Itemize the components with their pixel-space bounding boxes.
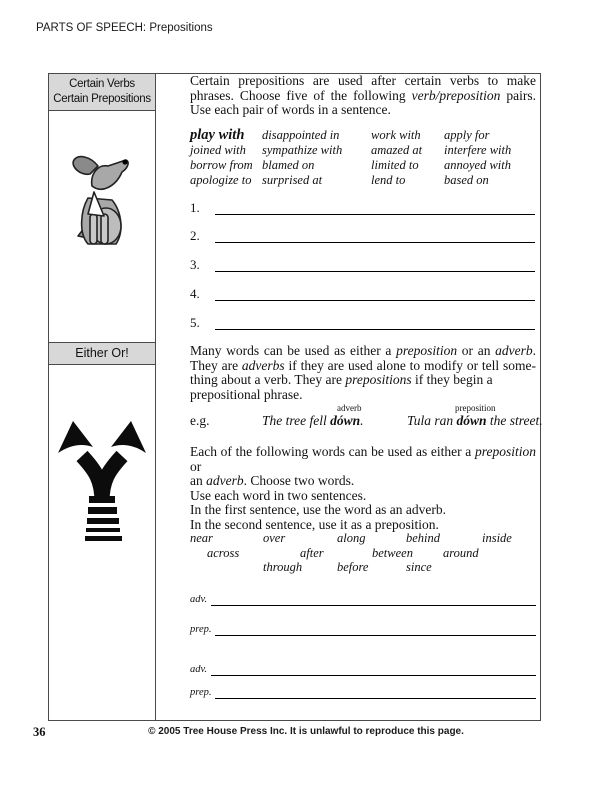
word-choice: after bbox=[300, 546, 324, 560]
section2-label: Either Or! bbox=[75, 346, 129, 360]
text-line: Many words can be used as either a preposition or an adverb. bbox=[190, 343, 536, 358]
example-prefix: e.g. bbox=[190, 413, 210, 428]
writing-line[interactable] bbox=[215, 227, 535, 243]
blank-number: 5. bbox=[190, 315, 200, 330]
word-choice: since bbox=[406, 560, 432, 574]
writing-line[interactable] bbox=[215, 199, 535, 215]
pair-item: lend to bbox=[371, 173, 406, 187]
numbered-blank-row bbox=[190, 285, 536, 302]
word-choice: between bbox=[372, 546, 413, 560]
pair-item: based on bbox=[444, 173, 489, 187]
page-number: 36 bbox=[33, 725, 46, 739]
answer-row bbox=[190, 685, 536, 699]
blank-number: 3. bbox=[190, 257, 200, 272]
blank-number: 2. bbox=[190, 228, 200, 243]
pairs-column-3 bbox=[371, 128, 422, 188]
adverb-label: adverb bbox=[337, 403, 362, 413]
answer-row bbox=[190, 622, 536, 636]
example-sentence-2: Tula ran dówn the street. bbox=[407, 413, 543, 428]
text-line: In the second sentence, use it as a preposition. bbox=[190, 516, 439, 532]
text-line: They are adverbs if they are used alone to modify or tell some- bbox=[190, 357, 536, 373]
text-line: Use each pair of words in a sentence. bbox=[190, 102, 391, 118]
section1-label-line1: Certain Verbs bbox=[69, 78, 135, 90]
text-line: Use each word in two sentences. bbox=[190, 487, 367, 503]
answer-row bbox=[190, 592, 536, 606]
answer-label: prep. bbox=[190, 624, 212, 635]
example-sentence-1: The tree fell dówn. bbox=[262, 413, 364, 428]
section2-task bbox=[190, 445, 536, 533]
text-line: an adverb. Choose two words. bbox=[190, 473, 355, 489]
text-line: Certain prepositions are used after certain verbs to make bbox=[190, 73, 536, 88]
numbered-blank-row bbox=[190, 256, 536, 273]
word-choice: across bbox=[207, 546, 240, 560]
preposition-label: preposition bbox=[455, 403, 496, 413]
dog-illustration-icon bbox=[64, 152, 140, 268]
pairs-column-1 bbox=[190, 128, 253, 188]
writing-line[interactable] bbox=[215, 314, 535, 330]
blank-number: 4. bbox=[190, 286, 200, 301]
blank-number: 1. bbox=[190, 200, 200, 215]
pair-item: blamed on bbox=[262, 158, 315, 172]
pair-item: play with bbox=[190, 127, 245, 143]
word-choice: before bbox=[337, 560, 369, 574]
section1-instructions bbox=[190, 74, 536, 118]
word-choice: along bbox=[337, 531, 366, 545]
word-choice: behind bbox=[406, 531, 441, 545]
pair-item: apologize to bbox=[190, 173, 252, 187]
answer-label: adv. bbox=[190, 664, 208, 675]
numbered-blank-row bbox=[190, 227, 536, 244]
word-choice: inside bbox=[482, 531, 512, 545]
pair-item: apply for bbox=[444, 128, 490, 142]
branching-arrows-icon bbox=[56, 408, 148, 546]
text-line: In the first sentence, use the word as an adverb. bbox=[190, 502, 447, 518]
pairs-column-4 bbox=[444, 128, 511, 188]
answer-label: adv. bbox=[190, 594, 208, 605]
pair-item: surprised at bbox=[262, 173, 323, 187]
section2-instructions bbox=[190, 344, 536, 402]
word-choice: through bbox=[263, 560, 303, 574]
section1-label-line2: Certain Prepositions bbox=[53, 93, 151, 105]
pair-item: joined with bbox=[190, 143, 246, 157]
writing-line[interactable] bbox=[215, 256, 535, 272]
page-title: PARTS OF SPEECH: Prepositions bbox=[36, 22, 213, 34]
pair-item: disappointed in bbox=[262, 128, 340, 142]
pair-item: sympathize with bbox=[262, 143, 343, 157]
numbered-blank-row bbox=[190, 199, 536, 216]
pair-item: limited to bbox=[371, 158, 419, 172]
writing-line[interactable] bbox=[215, 285, 535, 301]
section1-label-box bbox=[48, 73, 156, 111]
pair-item: work with bbox=[371, 128, 421, 142]
writing-line[interactable] bbox=[211, 662, 536, 676]
writing-line[interactable] bbox=[211, 592, 536, 606]
pairs-column-2 bbox=[262, 128, 342, 188]
pair-item: amazed at bbox=[371, 143, 423, 157]
word-choice: over bbox=[263, 531, 286, 545]
pair-item: interfere with bbox=[444, 143, 512, 157]
writing-line[interactable] bbox=[215, 685, 536, 699]
word-choice: near bbox=[190, 531, 213, 545]
pair-item: borrow from bbox=[190, 158, 253, 172]
copyright-notice: © 2005 Tree House Press Inc. It is unlawful to reproduce this page. bbox=[148, 726, 464, 737]
word-choice: around bbox=[443, 546, 479, 560]
text-line: phrases. Choose five of the following verb/preposition pairs. bbox=[190, 87, 536, 103]
answer-row bbox=[190, 662, 536, 676]
text-line: thing about a verb. They are prepositions if they begin a bbox=[190, 372, 493, 388]
text-line: Each of the following words can be used as either a preposition or bbox=[190, 444, 536, 474]
answer-label: prep. bbox=[190, 687, 212, 698]
numbered-blank-row bbox=[190, 314, 536, 331]
column-divider bbox=[155, 73, 156, 721]
text-line: prepositional phrase. bbox=[190, 386, 303, 402]
writing-line[interactable] bbox=[215, 622, 536, 636]
pair-item: annoyed with bbox=[444, 158, 512, 172]
section2-label-box bbox=[48, 342, 156, 365]
